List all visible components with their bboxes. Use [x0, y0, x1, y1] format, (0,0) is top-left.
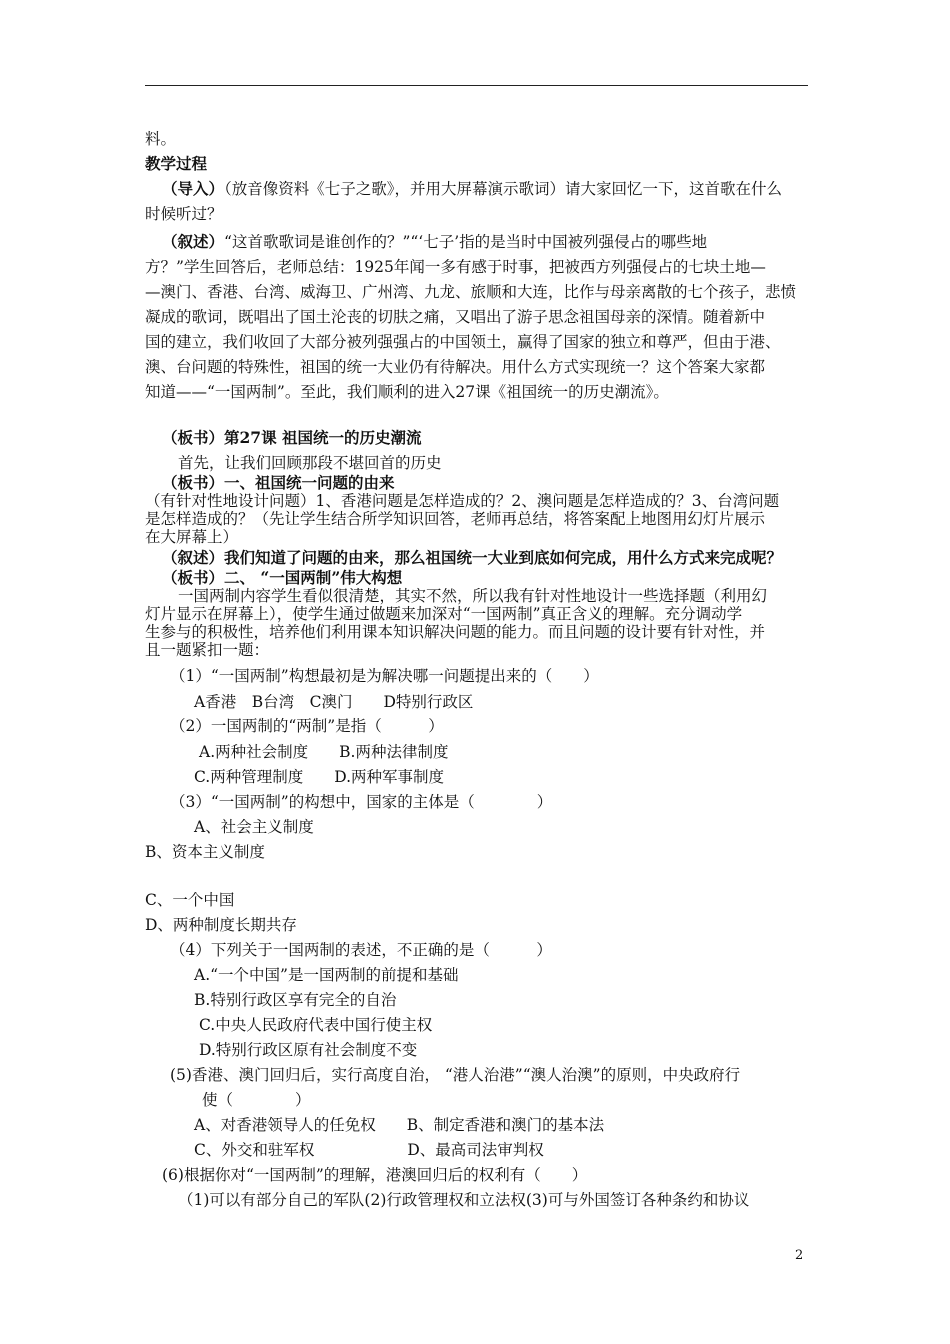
question-cont: 使（ ）	[202, 1091, 311, 1109]
section-heading: （板书）二、 “一国两制”伟大构想	[162, 568, 403, 587]
text-line	[162, 232, 707, 252]
section-heading: （板书）第27课 祖国统一的历史潮流	[162, 428, 422, 447]
question: (6)根据你对“一国两制”的理解，港澳回归后的权利有（ ）	[162, 1166, 588, 1184]
question: （4）下列关于一国两制的表述，不正确的是（ ）	[170, 941, 552, 959]
text-line: 生参与的积极性，培养他们利用课本知识解决问题的能力。而且问题的设计要有针对性，并	[145, 623, 766, 641]
option: B、资本主义制度	[145, 843, 265, 861]
option: C、一个中国	[145, 891, 235, 909]
text-line: —澳门、香港、台湾、威海卫、广州湾、九龙、旅顺和大连，比作与母亲离散的七个孩子，悲愤	[145, 283, 797, 301]
text-line: 知道——“一国两制”。至此，我们顺利的进入27课《祖国统一的历史潮流》。	[145, 383, 669, 401]
label-text: 我们知道了问题的由来，那么祖国统一大业到底如何完成，用什么方式来完成呢？	[224, 548, 783, 567]
text-line: 灯片显示在屏幕上），使学生通过做题来加深对“一国两制”真正含义的理解。充分调动学	[145, 605, 743, 623]
text-line: 凝成的歌词，既唱出了国土沦丧的切肤之痛，又唱出了游子思念祖国母亲的深情。随着新中	[145, 308, 766, 326]
label: （导入）	[162, 179, 225, 198]
text-line: 且一题紧扣一题：	[145, 641, 270, 659]
options: （1)可以有部分自己的军队(2)行政管理权和立法权(3)可与外国签订各种条约和协议	[178, 1191, 750, 1209]
options: A香港 B台湾 C澳门 D特别行政区	[194, 693, 474, 711]
options: A.两种社会制度 B.两种法律制度	[199, 743, 449, 761]
options: A、对香港领导人的任免权 B、制定香港和澳门的基本法	[194, 1116, 605, 1134]
text-line	[162, 179, 782, 199]
question: (5)香港、澳门回归后，实行高度自治， “港人治港”“澳人治澳”的原则，中央政府行	[170, 1066, 741, 1084]
header-rule	[145, 85, 808, 86]
text-line: 首先，让我们回顾那段不堪回首的历史	[178, 454, 442, 472]
text-line: 方？”学生回答后，老师总结：1925年闻一多有感于时事，把被西方列强侵占的七块土地—	[145, 258, 766, 276]
label: （叙述）	[162, 232, 225, 251]
text-line: 一国两制内容学生看似很清楚，其实不然，所以我有针对性地设计一些选择题（利用幻	[178, 587, 768, 605]
option: A.“一个中国”是一国两制的前提和基础	[194, 966, 459, 984]
options: C、外交和驻军权 D、最高司法审判权	[194, 1141, 544, 1159]
option: C.中央人民政府代表中国行使主权	[199, 1016, 433, 1034]
option: D、两种制度长期共存	[145, 916, 297, 934]
text-line: 料。	[145, 130, 177, 148]
option: A、社会主义制度	[194, 818, 314, 836]
question: （1）“一国两制”构想最初是为解决哪一问题提出来的（ ）	[170, 667, 599, 685]
text-line: 国的建立，我们收回了大部分被列强强占的中国领土，赢得了国家的独立和尊严，但由于港、	[145, 333, 781, 351]
options: C.两种管理制度 D.两种军事制度	[194, 768, 445, 786]
text-line: （有针对性地设计问题）1、香港问题是怎样造成的？2、澳问题是怎样造成的？3、台湾问题	[145, 492, 780, 510]
text-line: 在大屏幕上）	[145, 528, 239, 546]
text-line: 时候听过？	[145, 205, 223, 223]
text-line: 是怎样造成的？（先让学生结合所学知识回答，老师再总结，将答案配上地图用幻灯片展示	[145, 510, 766, 528]
section-heading: 教学过程	[145, 154, 208, 173]
question: （3）“一国两制”的构想中，国家的主体是（ ）	[170, 793, 553, 811]
option: B.特别行政区享有完全的自治	[194, 991, 397, 1009]
option: D.特别行政区原有社会制度不变	[199, 1041, 418, 1059]
label-text: （放音像资料《七子之歌》，并用大屏幕演示歌词）请大家回忆一下，这首歌在什么	[224, 180, 783, 198]
text-line	[162, 548, 782, 568]
label: （叙述）	[162, 548, 225, 567]
text-line: 澳、台问题的特殊性，祖国的统一大业仍有待解决。用什么方式实现统一？这个答案大家都	[145, 358, 766, 376]
question: （2）一国两制的“两制”是指（ ）	[170, 717, 444, 735]
section-heading: （板书）一、祖国统一问题的由来	[162, 473, 395, 492]
page-number: 2	[795, 1248, 804, 1263]
label-text: “这首歌歌词是谁创作的？”“‘七子’指的是当时中国被列强侵占的哪些地	[224, 233, 708, 251]
